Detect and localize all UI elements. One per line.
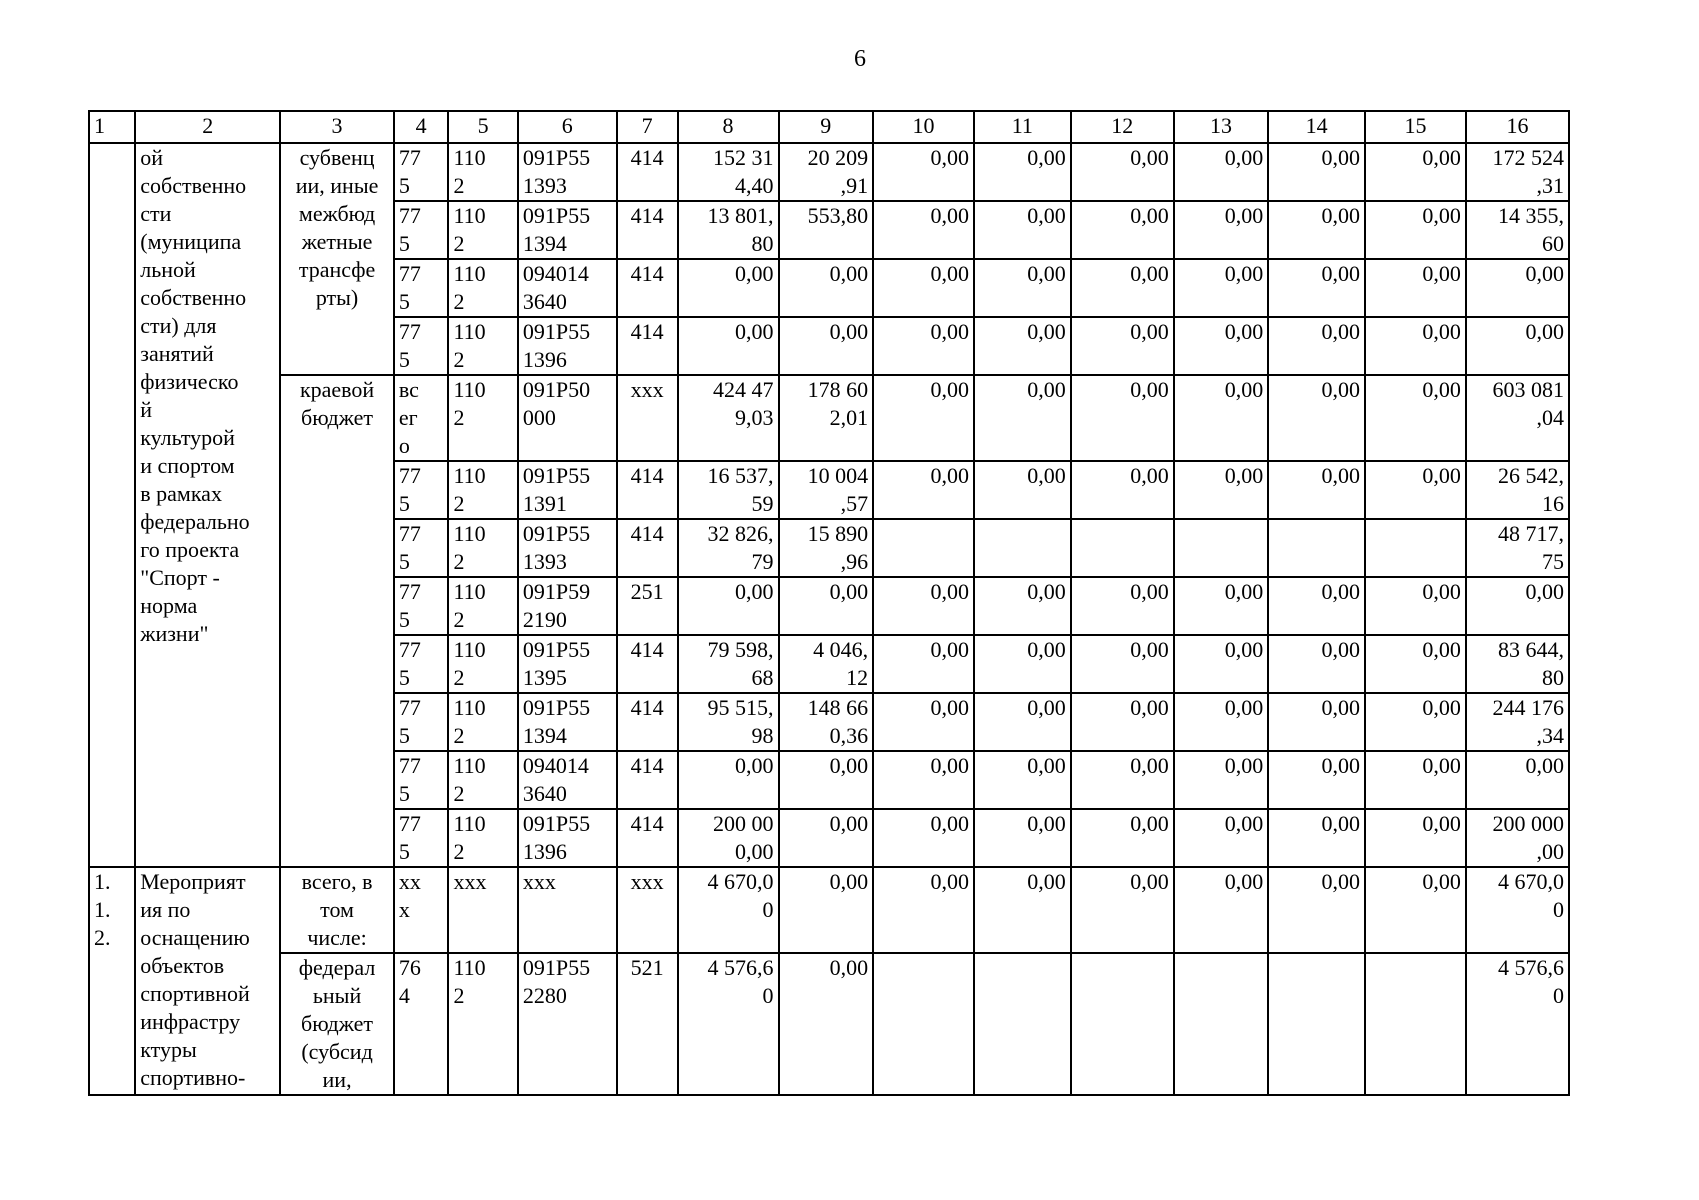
amount-cell: 0,00 — [779, 577, 874, 635]
expense-type: xxx — [617, 867, 678, 953]
amount-cell: 0,00 — [1268, 375, 1365, 461]
section-code: 110 2 — [448, 953, 517, 1095]
grbs-code: 77 5 — [394, 809, 449, 867]
section-code: 110 2 — [448, 635, 517, 693]
amount-cell — [1365, 519, 1466, 577]
funding-source: федерал ьный бюджет (субсид ии, — [280, 953, 394, 1095]
expense-type: 414 — [617, 693, 678, 751]
column-header-12: 12 — [1071, 111, 1174, 143]
amount-cell: 20 209 ,91 — [779, 143, 874, 201]
amount-cell: 0,00 — [1071, 809, 1174, 867]
section-code: 110 2 — [448, 751, 517, 809]
column-header-14: 14 — [1268, 111, 1365, 143]
amount-cell: 0,00 — [1466, 317, 1569, 375]
amount-cell: 0,00 — [1174, 693, 1269, 751]
amount-cell — [974, 519, 1071, 577]
target-code: 091P55 2280 — [518, 953, 617, 1095]
amount-cell: 48 717, 75 — [1466, 519, 1569, 577]
target-code: xxx — [518, 867, 617, 953]
amount-cell: 0,00 — [1071, 867, 1174, 953]
amount-cell: 26 542, 16 — [1466, 461, 1569, 519]
amount-cell: 0,00 — [974, 635, 1071, 693]
amount-cell: 0,00 — [1365, 317, 1466, 375]
grbs-code: 77 5 — [394, 519, 449, 577]
funding-source: всего, в том числе: — [280, 867, 394, 953]
amount-cell: 0,00 — [1466, 577, 1569, 635]
expense-type: 414 — [617, 143, 678, 201]
amount-cell: 0,00 — [779, 259, 874, 317]
expense-type: 414 — [617, 635, 678, 693]
section-code: 110 2 — [448, 375, 517, 461]
amount-cell — [1071, 953, 1174, 1095]
column-header-1: 1 — [89, 111, 135, 143]
amount-cell: 0,00 — [974, 317, 1071, 375]
grbs-code: 77 5 — [394, 693, 449, 751]
amount-cell: 0,00 — [1174, 201, 1269, 259]
amount-cell: 0,00 — [1174, 751, 1269, 809]
amount-cell: 0,00 — [1268, 259, 1365, 317]
expense-type: 414 — [617, 201, 678, 259]
expense-type: 414 — [617, 259, 678, 317]
target-code: 091P55 1394 — [518, 693, 617, 751]
column-header-4: 4 — [394, 111, 449, 143]
grbs-code: 77 5 — [394, 143, 449, 201]
amount-cell: 0,00 — [1174, 809, 1269, 867]
amount-cell: 0,00 — [678, 751, 779, 809]
target-code: 091P55 1395 — [518, 635, 617, 693]
amount-cell: 0,00 — [974, 809, 1071, 867]
expense-type: xxx — [617, 375, 678, 461]
amount-cell: 0,00 — [1071, 635, 1174, 693]
amount-cell: 0,00 — [873, 259, 974, 317]
target-code: 094014 3640 — [518, 259, 617, 317]
target-code: 091P50 000 — [518, 375, 617, 461]
header-row — [89, 111, 1569, 143]
column-header-6: 6 — [518, 111, 617, 143]
amount-cell: 0,00 — [1365, 867, 1466, 953]
amount-cell — [1174, 519, 1269, 577]
amount-cell: 0,00 — [1466, 259, 1569, 317]
column-header-7: 7 — [617, 111, 678, 143]
amount-cell: 0,00 — [1071, 259, 1174, 317]
amount-cell: 0,00 — [974, 867, 1071, 953]
amount-cell: 14 355, 60 — [1466, 201, 1569, 259]
expense-type: 414 — [617, 461, 678, 519]
amount-cell: 0,00 — [873, 751, 974, 809]
amount-cell: 0,00 — [1268, 461, 1365, 519]
target-code: 091P55 1391 — [518, 461, 617, 519]
amount-cell: 0,00 — [873, 375, 974, 461]
section-code: 110 2 — [448, 317, 517, 375]
amount-cell: 0,00 — [1365, 577, 1466, 635]
target-code: 091P59 2190 — [518, 577, 617, 635]
column-header-8: 8 — [678, 111, 779, 143]
amount-cell: 0,00 — [873, 317, 974, 375]
funding-source: краевой бюджет — [280, 375, 394, 867]
amount-cell: 0,00 — [1174, 867, 1269, 953]
amount-cell: 0,00 — [873, 867, 974, 953]
amount-cell: 0,00 — [1268, 867, 1365, 953]
amount-cell: 0,00 — [873, 635, 974, 693]
table-row — [89, 375, 1569, 461]
amount-cell: 95 515, 98 — [678, 693, 779, 751]
amount-cell: 0,00 — [1174, 375, 1269, 461]
column-header-3: 3 — [280, 111, 394, 143]
target-code: 091P55 1396 — [518, 317, 617, 375]
amount-cell: 0,00 — [1071, 317, 1174, 375]
amount-cell: 0,00 — [1071, 143, 1174, 201]
section-code: 110 2 — [448, 809, 517, 867]
section-code: 110 2 — [448, 201, 517, 259]
amount-cell: 0,00 — [974, 693, 1071, 751]
amount-cell: 13 801, 80 — [678, 201, 779, 259]
section-code: 110 2 — [448, 519, 517, 577]
expense-type: 414 — [617, 519, 678, 577]
expense-type: 521 — [617, 953, 678, 1095]
amount-cell — [873, 953, 974, 1095]
amount-cell: 0,00 — [1268, 693, 1365, 751]
amount-cell: 0,00 — [1365, 201, 1466, 259]
item-number: 1. 1. 2. — [89, 867, 135, 1095]
amount-cell: 10 004 ,57 — [779, 461, 874, 519]
amount-cell: 0,00 — [1071, 461, 1174, 519]
amount-cell: 0,00 — [678, 577, 779, 635]
table-row — [89, 953, 1569, 1095]
grbs-code: 77 5 — [394, 577, 449, 635]
amount-cell: 0,00 — [1268, 577, 1365, 635]
amount-cell: 0,00 — [678, 259, 779, 317]
amount-cell: 0,00 — [1268, 143, 1365, 201]
amount-cell: 424 47 9,03 — [678, 375, 779, 461]
amount-cell: 0,00 — [873, 201, 974, 259]
amount-cell: 0,00 — [678, 317, 779, 375]
amount-cell: 200 00 0,00 — [678, 809, 779, 867]
amount-cell: 0,00 — [1174, 143, 1269, 201]
amount-cell: 0,00 — [1268, 635, 1365, 693]
amount-cell: 0,00 — [1365, 809, 1466, 867]
column-header-5: 5 — [448, 111, 517, 143]
amount-cell: 4 670,0 0 — [1466, 867, 1569, 953]
amount-cell: 0,00 — [1365, 751, 1466, 809]
amount-cell: 172 524 ,31 — [1466, 143, 1569, 201]
amount-cell: 0,00 — [974, 461, 1071, 519]
amount-cell: 83 644, 80 — [1466, 635, 1569, 693]
amount-cell: 4 576,6 0 — [1466, 953, 1569, 1095]
grbs-code: 77 5 — [394, 461, 449, 519]
section-code: 110 2 — [448, 259, 517, 317]
amount-cell: 0,00 — [779, 317, 874, 375]
amount-cell: 0,00 — [1071, 751, 1174, 809]
amount-cell: 0,00 — [1365, 693, 1466, 751]
amount-cell: 244 176 ,34 — [1466, 693, 1569, 751]
target-code: 094014 3640 — [518, 751, 617, 809]
amount-cell: 32 826, 79 — [678, 519, 779, 577]
amount-cell: 0,00 — [1174, 461, 1269, 519]
amount-cell: 0,00 — [1268, 201, 1365, 259]
amount-cell — [1071, 519, 1174, 577]
amount-cell: 0,00 — [779, 953, 874, 1095]
amount-cell: 0,00 — [1268, 809, 1365, 867]
column-header-16: 16 — [1466, 111, 1569, 143]
amount-cell: 0,00 — [1174, 317, 1269, 375]
amount-cell: 0,00 — [1365, 461, 1466, 519]
amount-cell: 152 31 4,40 — [678, 143, 779, 201]
item-number — [89, 143, 135, 867]
amount-cell: 0,00 — [1268, 751, 1365, 809]
amount-cell: 553,80 — [779, 201, 874, 259]
amount-cell: 0,00 — [873, 577, 974, 635]
amount-cell: 0,00 — [1071, 577, 1174, 635]
amount-cell: 0,00 — [1365, 259, 1466, 317]
expense-type: 414 — [617, 809, 678, 867]
section-code: 110 2 — [448, 461, 517, 519]
section-code: 110 2 — [448, 577, 517, 635]
amount-cell: 16 537, 59 — [678, 461, 779, 519]
section-code: xxx — [448, 867, 517, 953]
grbs-code: 77 5 — [394, 751, 449, 809]
column-header-2: 2 — [135, 111, 280, 143]
grbs-code: 77 5 — [394, 201, 449, 259]
amount-cell: 0,00 — [873, 461, 974, 519]
amount-cell: 0,00 — [1071, 693, 1174, 751]
amount-cell: 0,00 — [779, 867, 874, 953]
amount-cell: 0,00 — [1174, 259, 1269, 317]
table-row — [89, 143, 1569, 201]
amount-cell: 79 598, 68 — [678, 635, 779, 693]
grbs-code: 77 5 — [394, 635, 449, 693]
amount-cell: 200 000 ,00 — [1466, 809, 1569, 867]
amount-cell: 0,00 — [873, 693, 974, 751]
section-code: 110 2 — [448, 693, 517, 751]
expense-type: 414 — [617, 751, 678, 809]
amount-cell: 0,00 — [974, 375, 1071, 461]
amount-cell: 0,00 — [1466, 751, 1569, 809]
page-number: 6 — [854, 46, 866, 72]
grbs-code: вс ег о — [394, 375, 449, 461]
target-code: 091P55 1394 — [518, 201, 617, 259]
item-name: ой собственно сти (муниципа льной собственно сти) для занятий физическо й культурой и спортом в рамках федерально го проекта "Спорт - норма жизни" — [135, 143, 280, 867]
grbs-code: xx x — [394, 867, 449, 953]
amount-cell: 603 081 ,04 — [1466, 375, 1569, 461]
column-header-10: 10 — [873, 111, 974, 143]
column-header-15: 15 — [1365, 111, 1466, 143]
amount-cell: 0,00 — [779, 751, 874, 809]
amount-cell: 0,00 — [1365, 143, 1466, 201]
amount-cell: 178 60 2,01 — [779, 375, 874, 461]
target-code: 091P55 1393 — [518, 143, 617, 201]
amount-cell: 148 66 0,36 — [779, 693, 874, 751]
amount-cell: 15 890 ,96 — [779, 519, 874, 577]
amount-cell: 0,00 — [974, 259, 1071, 317]
amount-cell: 4 670,0 0 — [678, 867, 779, 953]
amount-cell: 0,00 — [974, 201, 1071, 259]
expense-type: 414 — [617, 317, 678, 375]
amount-cell: 0,00 — [1071, 201, 1174, 259]
target-code: 091P55 1393 — [518, 519, 617, 577]
target-code: 091P55 1396 — [518, 809, 617, 867]
amount-cell: 4 046, 12 — [779, 635, 874, 693]
amount-cell: 0,00 — [974, 577, 1071, 635]
amount-cell — [1174, 953, 1269, 1095]
amount-cell: 0,00 — [1071, 375, 1174, 461]
amount-cell: 0,00 — [1365, 635, 1466, 693]
budget-table — [88, 110, 1570, 1096]
amount-cell: 0,00 — [1268, 317, 1365, 375]
amount-cell — [1268, 519, 1365, 577]
item-name: Мероприят ия по оснащению объектов спортивной инфрастру ктуры спортивно- — [135, 867, 280, 1095]
column-header-13: 13 — [1174, 111, 1269, 143]
amount-cell: 0,00 — [1174, 577, 1269, 635]
amount-cell: 0,00 — [974, 751, 1071, 809]
expense-type: 251 — [617, 577, 678, 635]
amount-cell — [974, 953, 1071, 1095]
funding-source: субвенц ии, иные межбюд жетные трансфе рты) — [280, 143, 394, 375]
amount-cell: 0,00 — [873, 143, 974, 201]
amount-cell — [873, 519, 974, 577]
grbs-code: 77 5 — [394, 317, 449, 375]
amount-cell: 0,00 — [1365, 375, 1466, 461]
amount-cell: 0,00 — [873, 809, 974, 867]
column-header-9: 9 — [779, 111, 874, 143]
grbs-code: 76 4 — [394, 953, 449, 1095]
amount-cell: 0,00 — [974, 143, 1071, 201]
section-code: 110 2 — [448, 143, 517, 201]
amount-cell — [1268, 953, 1365, 1095]
amount-cell: 4 576,6 0 — [678, 953, 779, 1095]
column-header-11: 11 — [974, 111, 1071, 143]
table-row — [89, 867, 1569, 953]
amount-cell: 0,00 — [779, 809, 874, 867]
amount-cell: 0,00 — [1174, 635, 1269, 693]
grbs-code: 77 5 — [394, 259, 449, 317]
amount-cell — [1365, 953, 1466, 1095]
